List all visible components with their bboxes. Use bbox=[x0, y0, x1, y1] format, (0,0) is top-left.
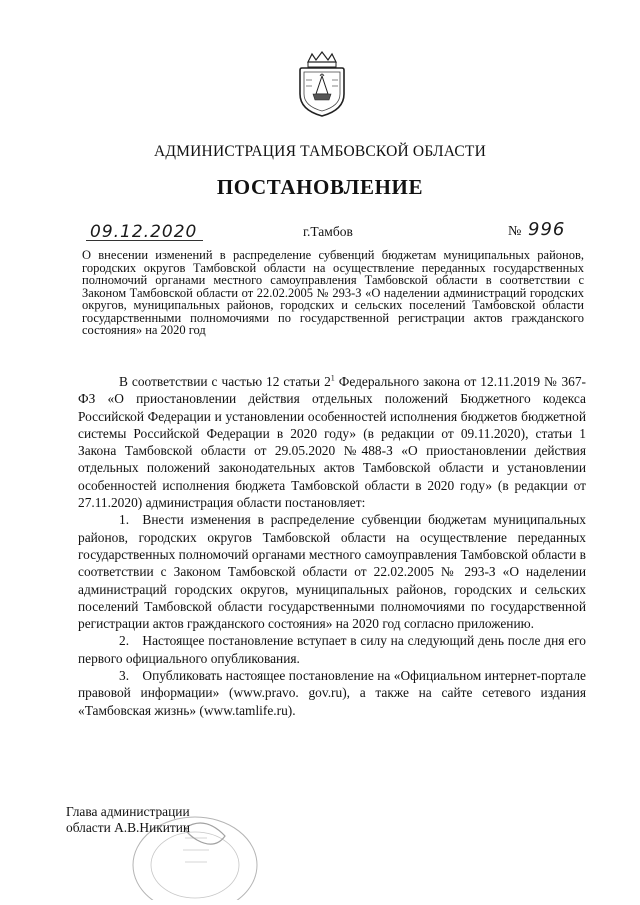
signature-name: области А.В.Никитин bbox=[66, 820, 191, 835]
preamble-text-rest: Федерального закона от 12.11.2019 № 367-ФЗ «О приостановлении действия отдельных положений Бюджетного кодекса Российской Федерации и установлении особенностей исполнения бюджетов бюджетной системы Российской Федерации в 2020 году» (в редакции от 09.11.2020), статьи 1 Закона Тамбовской области от 29.05.2020 №488-З «О приостановлении действия отдельных положений законодательных актов Тамбовской области и установлении особенностей исполнения бюджета Тамбовской области в 2020 году» (в редакции от 27.11.2020) администрация области постановляет: bbox=[78, 374, 586, 511]
document-city: г.Тамбов bbox=[303, 224, 353, 239]
preamble-paragraph bbox=[78, 373, 586, 511]
clause-1: 1. Внести изменения в распределение субвенции бюджетам муниципальных районов, городских округов Тамбовской области на осуществление переданных государственных полномочий органами местного самоуправления Тамбовской области в соответствии с Законом Тамбовской области от 22.02.2005 № 293-З «О наделении администраций городских округов, муниципальных районов, городских и сельских поселений Тамбовской области государственными полномочиями по государственной регистрации актов гражданского состояния» на 2020 год согласно приложению. bbox=[78, 512, 586, 632]
preamble-superscript: 1 bbox=[330, 373, 335, 383]
clause-3: 3. Опубликовать настоящее постановление на «Официальном интернет-портале правовой информации» (www.pravo. gov.ru), а также на сайте сетевого издания «Тамбовская жизнь» (www.tamlife.ru). bbox=[78, 668, 586, 718]
document-type-title: ПОСТАНОВЛЕНИЕ bbox=[216, 175, 424, 199]
number-sign: № bbox=[508, 224, 522, 239]
document-body bbox=[78, 373, 586, 719]
preamble-text-start: В соответствии с частью 12 статьи 2 bbox=[119, 374, 331, 389]
coat-of-arms-icon bbox=[296, 50, 348, 118]
clause-2: 2. Настоящее постановление вступает в силу на следующий день после дня его первого официального опубликования. bbox=[78, 633, 586, 666]
signature-position: Глава администрации bbox=[66, 804, 190, 819]
document-number: 996 bbox=[528, 219, 566, 240]
document-date: 09.12.2020 bbox=[90, 222, 198, 242]
signature-block bbox=[66, 804, 190, 836]
document-subject: О внесении изменений в распределение субвенций бюджетам муниципальных районов, городских округов Тамбовской области на осуществление переданных государственных полномочий органами местного самоуправления Тамбовской области в соответствии с Законом Тамбовской области от 22.02.2005 № 293-З «О наделении администраций городских округов, муниципальных районов, городских и сельских поселений Тамбовской области государственными полномочиями по государственной регистрации актов гражданского состояния» на 2020 год bbox=[82, 248, 584, 337]
administration-title: АДМИНИСТРАЦИЯ ТАМБОВСКОЙ ОБЛАСТИ bbox=[154, 143, 486, 160]
